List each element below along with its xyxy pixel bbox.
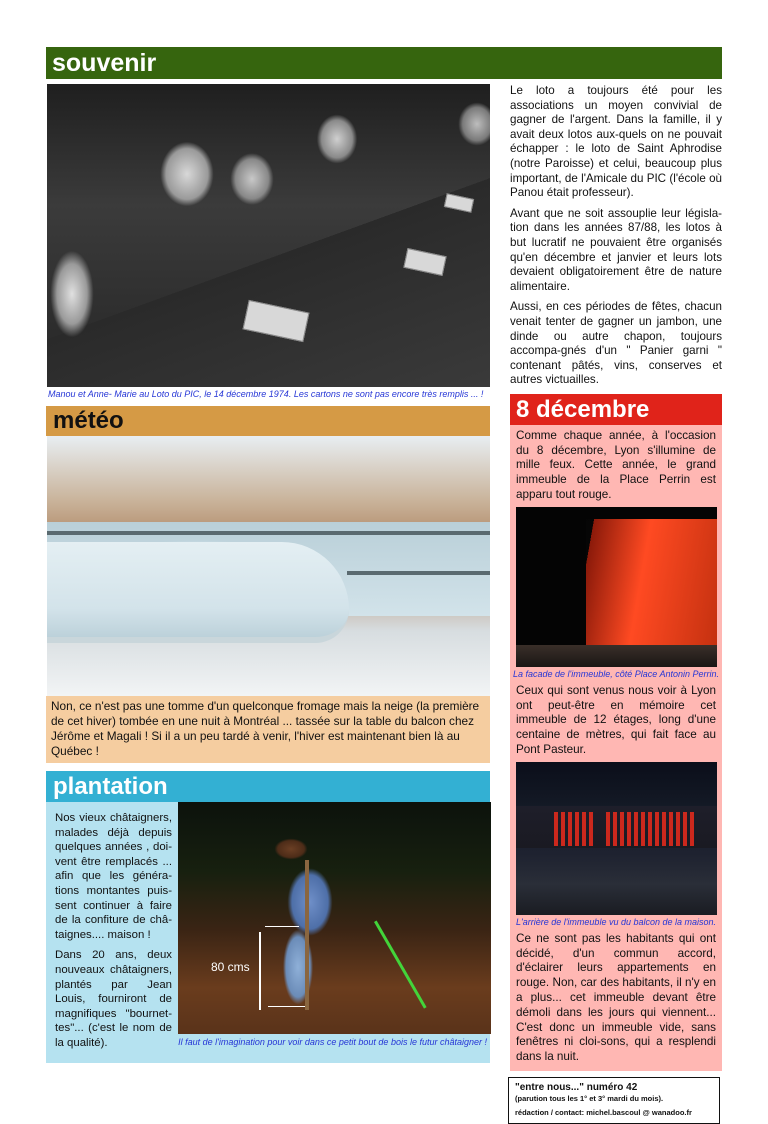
street xyxy=(516,645,717,667)
loto-card xyxy=(243,300,310,342)
loto-card xyxy=(444,193,474,213)
section-header-meteo: météo xyxy=(46,406,490,436)
red-windows xyxy=(554,812,594,846)
snow-covered-table xyxy=(47,542,349,643)
snow-table-photo xyxy=(47,436,490,696)
left-column xyxy=(46,84,490,1063)
green-tool xyxy=(374,921,427,1009)
planting-photo-caption: Il faut de l'imagination pour voir dans ce petit bout de bois le futur châtaigner ! xyxy=(178,1037,487,1047)
newsletter-page xyxy=(46,0,722,1124)
loto-card xyxy=(403,248,446,276)
newsletter-title: "entre nous..." numéro 42 xyxy=(515,1082,638,1094)
plantation-paragraph: Nos vieux châtaigners, malades déjà depuis quelques années , doi-vent être remplacés ... afin que les généra-tions montantes puis-sent continuer à faire de la confiture de châ-taignes.... maison ! xyxy=(55,812,172,941)
night-sky xyxy=(516,507,717,519)
section-header-souvenir: souvenir xyxy=(46,47,722,79)
balcony-rail xyxy=(347,571,490,575)
plantation-article xyxy=(46,802,178,1063)
plantation-panel xyxy=(46,802,490,1063)
rear-building-caption: L'arrière de l'immeuble vu du balcon de la maison. xyxy=(515,916,717,927)
rear-building-photo xyxy=(516,762,717,915)
meteo-text: Non, ce n'est pas une tomme d'un quelconque fromage mais la neige (la première de cet hiver) tombée en une nuit à Montréal ... tassée sur la table du balcon chez Jérôme et Magali ! Si il a un peu tardé à venir, l'hiver est maintenant bien là au Québec ! xyxy=(46,696,490,763)
measure-arrow-icon xyxy=(259,932,261,1010)
decembre-paragraph-2: Ceux qui sont venus nous voir à Lyon ont peut-être en mémoire cet immeuble de 12 étages, long d'une centaine de mètres, qui fait face au Pont Pasteur. xyxy=(516,683,716,757)
measure-bottom-line xyxy=(268,1006,305,1007)
red-windows xyxy=(606,812,696,846)
souvenir-paragraph: Aussi, en ces périodes de fêtes, chacun venait tenter de gagner un jambon, une dinde ou autre chapon, toujours accompa-gnés d'un " Panier garni " contenant pâtés, vins, conserves et autres victuailles. xyxy=(510,300,722,387)
planting-photo xyxy=(178,802,491,1034)
section-header-plantation: plantation xyxy=(46,771,490,802)
page-columns xyxy=(46,84,722,1124)
plantation-paragraph: Dans 20 ans, deux nouveaux châtaigners, plantés par Jean Louis, fourniront de magnifiques "bournet-tes"... (c'est le nom de la qualité). xyxy=(55,949,172,1049)
newsletter-footer xyxy=(508,1077,720,1124)
loto-photo-caption: Manou et Anne- Marie au Loto du PIC, le 14 décembre 1974. Les cartons ne sont pas encore très remplis ... ! xyxy=(48,389,484,399)
decembre-paragraph-1: Comme chaque année, à l'occasion du 8 décembre, Lyon s'illumine de mille feux. Cette année, le grand immeuble de la Place Perrin est apparu tout rouge. xyxy=(516,428,716,502)
balcony-rail xyxy=(47,531,490,535)
section-header-decembre: 8 décembre xyxy=(510,394,722,425)
measure-top-line xyxy=(265,926,299,927)
facade-photo xyxy=(516,507,717,667)
spacer xyxy=(46,763,490,771)
loto-photo xyxy=(47,84,490,387)
souvenir-paragraph: Le loto a toujours été pour les associations un moyen convivial de gagner de l'argent. Dans la famille, il y avait deux lotos aux-quels on ne pouvait échapper : le loto de Saint Aphrodise (notre Paroisse) et celui, beaucoup plus important, de l'Amicale du PIC (l'école où Panou était professeur). xyxy=(510,84,722,200)
facade-photo-caption: La facade de l'immeuble, côté Place Antonin Perrin. xyxy=(512,668,719,679)
contact-info: rédaction / contact: michel.bascoul @ wanadoo.fr xyxy=(515,1108,692,1118)
right-column xyxy=(510,84,722,1124)
plantation-photo-column xyxy=(178,802,491,1063)
decembre-paragraph-3: Ce ne sont pas les habitants qui ont décidé, d'un commun accord, d'éclairer leurs appartements en rouge. Non, car des habitants, il n'y en a plus... cet immeuble devant être démoli dans les jours qui viennent... C'est donc un immeuble vide, sans fenêtres ni cloi-sons, qui a resplendi dans la nuit. xyxy=(516,931,716,1064)
decembre-panel xyxy=(510,425,722,1071)
souvenir-paragraph: Avant que ne soit assouplie leur législa-tion dans les années 87/88, les lotos à but lucratif ne pouvaient être organisés qu'en décembre et janvier et leurs lots devaient obligatoirement être de nature alimentaire. xyxy=(510,206,722,293)
night-sky xyxy=(516,507,586,667)
sapling-stick xyxy=(305,860,309,1010)
souvenir-article xyxy=(510,84,722,394)
measure-label: 80 cms xyxy=(211,960,250,974)
publication-schedule: (parution tous les 1° et 3° mardi du mois). xyxy=(515,1094,664,1104)
